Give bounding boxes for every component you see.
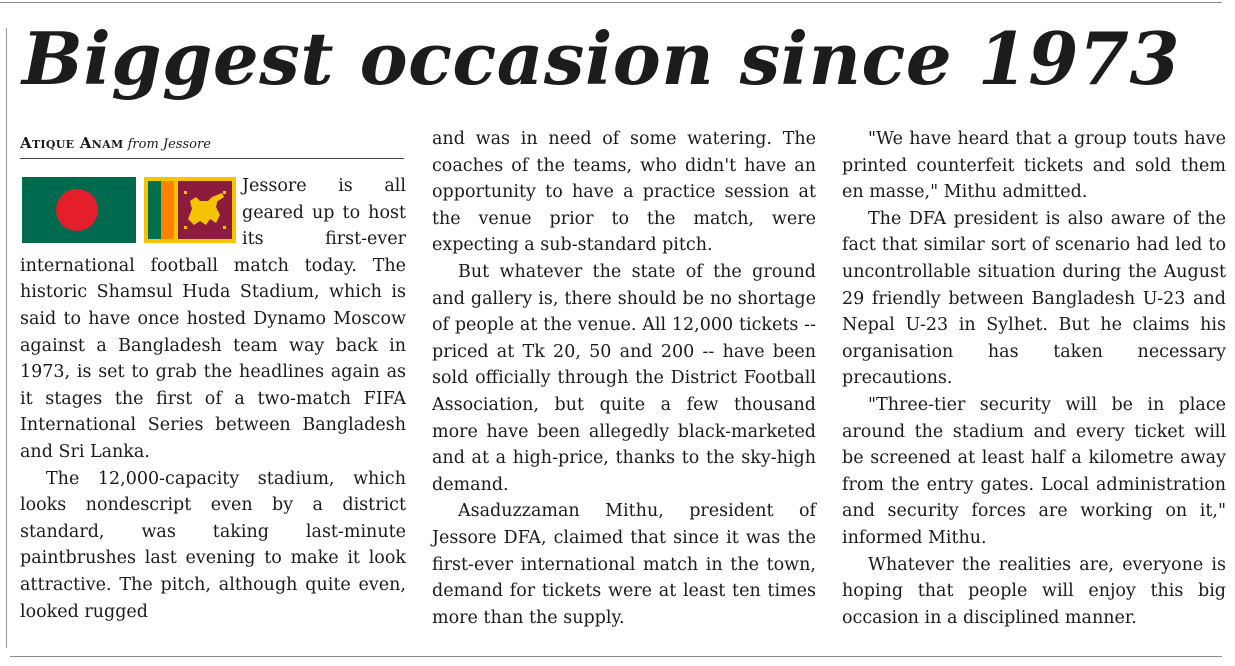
byline-location: from Jessore: [127, 137, 211, 152]
bangladesh-flag-disc: [56, 189, 98, 231]
paragraph: Asaduzzaman Mithu, president of Jessore DFA, claimed that since it was the first-ever international match in the town, demand for tickets were at least ten times more than the supply.: [432, 501, 816, 628]
flags-image: [20, 173, 238, 247]
paragraph: The DFA president is also aware of the fact that similar sort of scenario had led to uncontrollable situation during the August 29 friendly between Bangladesh U-23 and Nepal U-23 in Sylhet. But he claims his organisation has taken necessary precautions.: [842, 208, 1226, 389]
byline-rule: [20, 158, 404, 159]
srilanka-flag-icon: [144, 177, 236, 243]
bottom-rule: [10, 656, 1222, 657]
article-column-2: [432, 126, 816, 631]
article-column-3: [842, 126, 1226, 631]
bangladesh-flag-icon: [22, 177, 136, 243]
article-column-1: [20, 173, 406, 625]
left-margin-rule: [6, 28, 7, 648]
top-rule: [0, 2, 1222, 3]
paragraph: "Three-tier security will be in place around the stadium and every ticket will be screened at least half a kilometre away from the entry gates. Local administration and security forces are working on it," informed Mithu.: [842, 394, 1226, 548]
srilanka-flag-green-stripe: [148, 181, 161, 239]
byline-author: Atique Anam: [20, 134, 124, 152]
headline: Biggest occasion since 1973: [22, 16, 1181, 101]
byline: [20, 132, 410, 154]
paragraph: But whatever the state of the ground and gallery is, there should be no shortage of people at the venue. All 12,000 tickets -- priced at Tk 20, 50 and 200 -- have been sold officially through the District Football Association, but quite a few thousand more have been allegedly black-marketed and at a high-price, thanks to the sky-high demand.: [432, 261, 816, 495]
paragraph: Whatever the realities are, everyone is hoping that people will enjoy this big occasion in a disciplined manner.: [842, 554, 1226, 628]
paragraph: "We have heard that a group touts have printed counterfeit tickets and sold them en masse," Mithu admitted.: [842, 129, 1226, 203]
paragraph: Jessore is all geared up to host its first-ever international football match today. The historic Shamsul Huda Stadium, which is said to have once hosted Dynamo Moscow against a Bangladesh team way back in 1973, is set to grab the headlines again as it stages the first of a two-match FIFA International Series between Bangladesh and Sri Lanka.: [20, 176, 406, 462]
paragraph: The 12,000-capacity stadium, which looks nondescript even by a district standard, was taking last-minute paintbrushes last evening to make it look attractive. The pitch, although quite even, looked rugged: [20, 468, 406, 622]
paragraph: and was in need of some watering. The coaches of the teams, who didn't have an opportunity to have a practice session at the venue prior to the match, were expecting a sub-standard pitch.: [432, 129, 816, 256]
lion-icon: [182, 189, 228, 231]
srilanka-flag-orange-stripe: [161, 181, 174, 239]
